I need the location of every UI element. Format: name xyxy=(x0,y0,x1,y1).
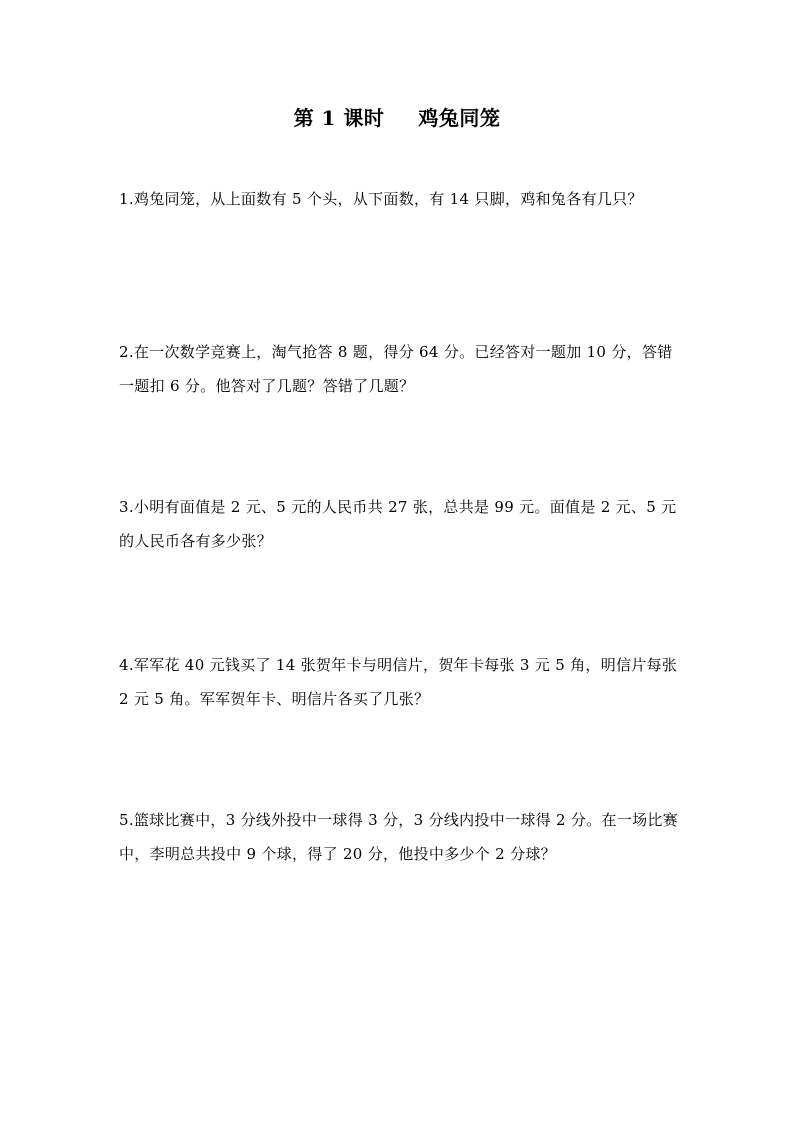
lesson-topic: 鸡兔同笼 xyxy=(418,106,501,130)
question-5: 5.篮球比赛中，3 分线外投中一球得 3 分，3 分线内投中一球得 2 分。在一场比赛中，李明总共投中 9 个球，得了 20 分，他投中多少个 2 分球？ xyxy=(119,811,678,863)
question-3: 3.小明有面值是 2 元、5 元的人民币共 27 张，总共是 99 元。面值是 2 元、5 元的人民币各有多少张？ xyxy=(119,498,677,550)
question-1: 1.鸡兔同笼，从上面数有 5 个头，从下面数，有 14 只脚，鸡和兔各有几只？ xyxy=(119,190,643,208)
question-2: 2.在一次数学竞赛上，淘气抢答 8 题，得分 64 分。已经答对一题加 10 分，答错一题扣 6 分。他答对了几题？答错了几题？ xyxy=(119,343,673,395)
lesson-label: 第 1 课时 xyxy=(293,106,385,130)
page-title xyxy=(0,103,794,133)
question-4: 4.军军花 40 元钱买了 14 张贺年卡与明信片，贺年卡每张 3 元 5 角，明信片每张 2 元 5 角。军军贺年卡、明信片各买了几张？ xyxy=(119,656,678,708)
